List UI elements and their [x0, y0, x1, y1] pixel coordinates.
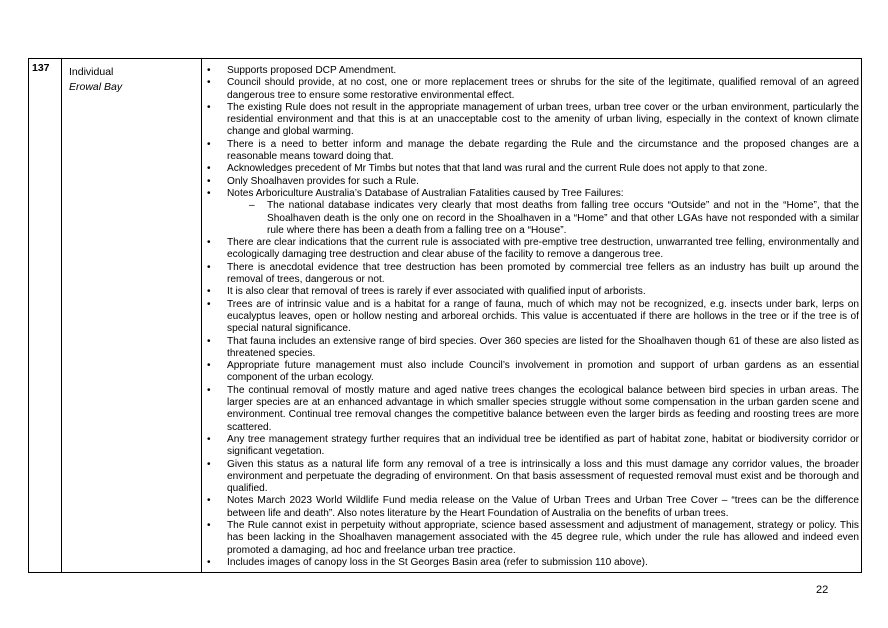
- comment-item: • Council should provide, at no cost, one or more replacement trees or shrubs for the site of the legitimate, qualified removal of an agreed dangerous tree to ensure some restorative environmental effect.: [207, 77, 859, 102]
- comment-item: • The continual removal of mostly mature and aged native trees changes the ecological balance between bird species in urban areas. The larger species are at an enhanced advantage in which smaller species struggle without some compensation in the urban garden scene and environment. Continual tree removal changes the competitive balance between even the larger birds as feeding and roosting trees are more scattered.: [207, 385, 859, 434]
- submitter-cell: [69, 65, 122, 95]
- comments-cell: [207, 65, 859, 569]
- submission-number: 137: [32, 62, 50, 74]
- column-divider: [201, 59, 202, 572]
- comment-item: [207, 188, 859, 237]
- comment-subitem: – The national database indicates very clearly that most deaths from falling tree occurs “Outside” and not in the “Home”, that the Shoalhaven death is the only one on record in the Shoalhaven in a “Home” and that other LGAs have not responded with a similar rule where there has been a death from a falling tree on a “House”.: [227, 200, 859, 237]
- comment-item: • Acknowledges precedent of Mr Timbs but notes that that land was rural and the current Rule does not apply to that zone.: [207, 163, 859, 175]
- comment-item: • That fauna includes an extensive range of bird species. Over 360 species are listed for the Shoalhaven though 61 of these are also listed as threatened species.: [207, 336, 859, 361]
- comment-item: • There are clear indications that the current rule is associated with pre-emptive tree destruction, unwarranted tree felling, environmentally and ecologically damaging tree destruction and clear abuse of the facility to remove a dangerous tree.: [207, 237, 859, 262]
- comment-item: • There is a need to better inform and manage the debate regarding the Rule and the circumstance and the proposed changes are a reasonable means toward doing that.: [207, 139, 859, 164]
- comment-item: • The Rule cannot exist in perpetuity without appropriate, science based assessment and adjustment of management, strategy or policy. This has been lacking in the Shoalhaven management associated with the 45 degree rule, which under the rule has allowed and indeed even promoted a damaging, ad hoc and freelance urban tree practice.: [207, 520, 859, 557]
- comment-item: • Supports proposed DCP Amendment.: [207, 65, 859, 77]
- submission-table: [28, 58, 862, 573]
- comment-item: • Appropriate future management must also include Council’s involvement in promotion and support of urban gardens as an essential component of the urban ecology.: [207, 360, 859, 385]
- comment-item: • Trees are of intrinsic value and is a habitat for a range of fauna, much of which may not be recognized, e.g. insects under bark, lerps on eucalyptus leaves, open or hollow nesting and arboreal orchids. This value is accentuated if there are hollows in the tree or if the tree is of special natural significance.: [207, 299, 859, 336]
- comment-item: • Only Shoalhaven provides for such a Rule.: [207, 176, 859, 188]
- submitter-location: Erowal Bay: [69, 81, 123, 93]
- comment-item: • Given this status as a natural life form any removal of a tree is intrinsically a loss and this must damage any corridor values, the broader environment and perpetuate the degrading of environment. On that basis assessment of requested removal must exist and be thorough and qualified.: [207, 459, 859, 496]
- submitter-type: Individual: [69, 66, 114, 78]
- page-number: 22: [816, 584, 829, 596]
- column-divider: [61, 59, 62, 572]
- comment-item: • Any tree management strategy further requires that an individual tree be identified as part of habitat zone, habitat or biodiversity corridor or significant vegetation.: [207, 434, 859, 459]
- comment-sublist: [227, 200, 859, 237]
- comment-item: • There is anecdotal evidence that tree destruction has been promoted by commercial tree fellers as an industry has built up around the removal of trees, dangerous or not.: [207, 262, 859, 287]
- comment-item: • Notes March 2023 World Wildlife Fund media release on the Value of Urban Trees and Urban Tree Cover – “trees can be the difference between life and death”. Also notes literature by the Heart Foundation of Australia on the benefits of urban trees.: [207, 495, 859, 520]
- comment-text: Notes Arboriculture Australia’s Database of Australian Fatalities caused by Tree Failures:: [227, 187, 624, 199]
- comment-item: • The existing Rule does not result in the appropriate management of urban trees, urban tree cover or the urban environment, particularly the residential environment and that this is at an unacceptable cost to the amenity of urban living, especially in the context of known climate change and global warming.: [207, 102, 859, 139]
- comment-item: • It is also clear that removal of trees is rarely if ever associated with qualified input of arborists.: [207, 286, 859, 298]
- comment-item: • Includes images of canopy loss in the St Georges Basin area (refer to submission 110 above).: [207, 557, 859, 569]
- comment-list: [207, 65, 859, 569]
